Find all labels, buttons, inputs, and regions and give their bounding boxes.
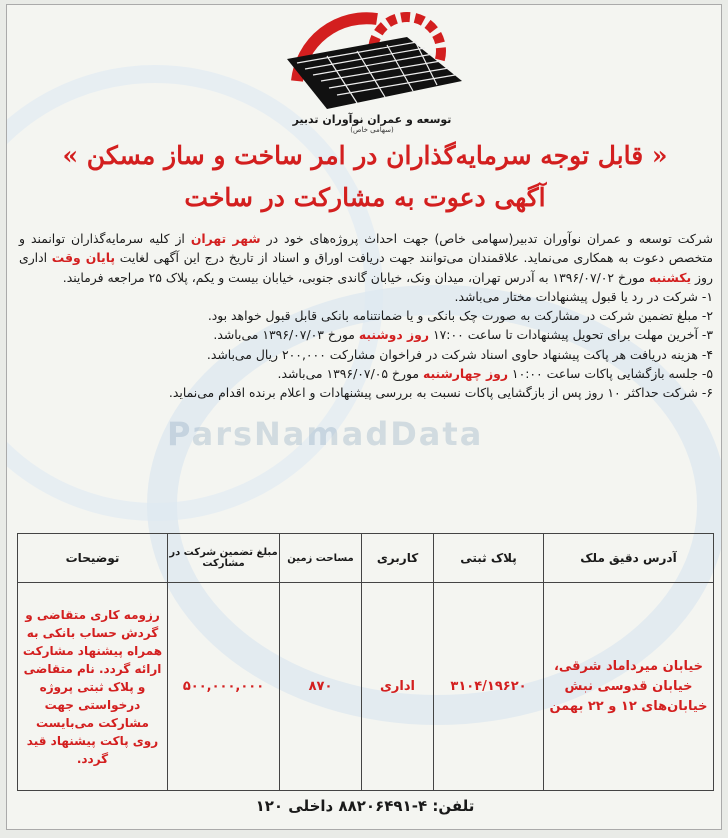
day-highlight: روز چهارشنبه (422, 366, 508, 382)
day-highlight: یکشنبه (649, 269, 692, 285)
cell-usage: اداری (362, 583, 434, 791)
cell-area: ۸۷۰ (280, 583, 362, 791)
city-highlight: شهر تهران (190, 231, 261, 246)
header-guarantee: مبلغ تضمین شرکت در مشارکت (168, 534, 280, 583)
ad-page (6, 4, 722, 830)
watermark-text: ParsNamadData (167, 415, 484, 453)
table-header-row (18, 534, 714, 583)
deadline-highlight: پایان وقت (51, 250, 115, 266)
company-logo-icon (257, 11, 477, 121)
condition-item: ۵- جلسه بازگشایی پاکات ساعت ۱۰:۰۰ روز چهارشنبه مورخ ۱۳۹۶/۰۷/۰۵ می‌باشد. (277, 366, 713, 382)
condition-item: ۶- شرکت حداکثر ۱۰ روز پس از بازگشایی پاکات نسبت به بررسی پیشنهادات و اعلام برنده اقدام می‌نماید. (168, 385, 713, 401)
header-notes: توضیحات (18, 534, 168, 583)
logo-company-name: توسعه و عمران نوآوران تدبیر (292, 113, 452, 126)
cell-address: خیابان میرداماد شرقی، خیابان قدوسی نبش خیابان‌های ۱۲ و ۲۲ بهمن (544, 583, 714, 791)
cell-plate: ۳۱۰۴/۱۹۶۲۰ (434, 583, 544, 791)
announcement-body (19, 229, 713, 403)
cell-notes: رزومه کاری متقاضی و گردش حساب بانکی به همراه پیشنهاد مشارکت ارائه گردد. نام متقاضی و پلاک ثبتی پروژه درخواستی جهت مشارکت می‌بایست روی پاکت پیشنهاد قید گردد. (18, 583, 168, 791)
header-address: آدرس دقیق ملک (544, 534, 714, 583)
condition-item: ۳- آخرین مهلت برای تحویل پیشنهادات تا ساعت ۱۷:۰۰ روز دوشنبه مورخ ۱۳۹۶/۰۷/۰۳ می‌باشد. (213, 327, 713, 343)
day-highlight: روز دوشنبه (358, 327, 430, 343)
subheadline: آگهی دعوت به مشارکت در ساخت (184, 183, 546, 212)
condition-item: ۴- هزینه دریافت هر پاکت پیشنهاد حاوی اسناد شرکت در فراخوان مشارکت ۲۰۰,۰۰۰ ریال می‌باشد. (206, 346, 713, 362)
logo-company-type: (سهامی خاص) (350, 126, 394, 134)
headline: « قابل توجه سرمایه‌گذاران در امر ساخت و ساز مسکن » (62, 141, 668, 170)
table-row (18, 583, 714, 791)
property-table (17, 533, 714, 791)
intro-paragraph: شرکت توسعه و عمران نوآوران تدبیر(سهامی خاص) جهت احداث پروژه‌های خود در شهر تهران از کلیه سرمایه‌گذاران توانمند و متخصص دعوت به همکاری می‌نماید. علاقمندان می‌توانند جهت دریافت اوراق و اسناد از تاریخ درج این آگهی لغایت پایان وقت اداری روز یکشنبه مورخ ۱۳۹۶/۰۷/۰۲ به آدرس تهران، میدان ونک، خیابان گاندی جنوبی، خیابان بیست و یکم، پلاک ۲۵ مراجعه فرمایند. (19, 231, 713, 285)
condition-item: ۱- شرکت در رد یا قبول پیشنهادات مختار می‌باشد. (454, 288, 713, 304)
header-plate: پلاک ثبتی (434, 534, 544, 583)
header-area: مساحت زمین (280, 534, 362, 583)
condition-item: ۲- مبلغ تضمین شرکت در مشارکت به صورت چک بانکی و یا ضمانتنامه بانکی قابل قبول خواهد بود. (207, 308, 713, 324)
phone-number: تلفن: ۴-۸۸۲۰۶۴۹۱ داخلی ۱۲۰ (255, 797, 475, 815)
cell-guarantee: ۵۰۰,۰۰۰,۰۰۰ (168, 583, 280, 791)
header-usage: کاربری (362, 534, 434, 583)
